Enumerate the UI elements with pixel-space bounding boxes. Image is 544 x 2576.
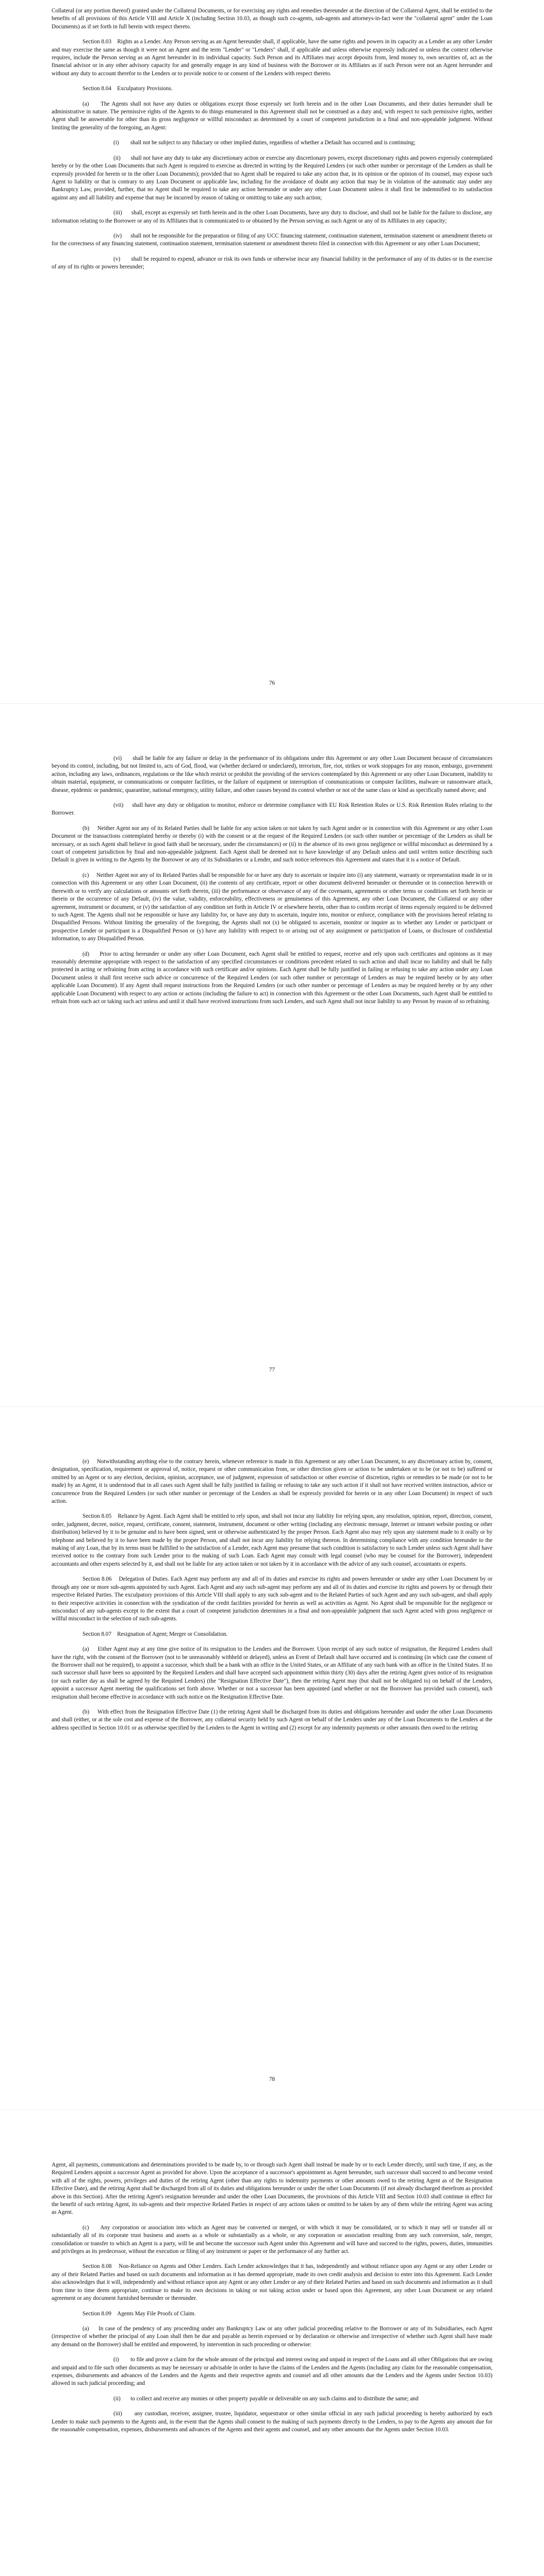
page-number: 77	[269, 1367, 275, 1373]
clause: (v) shall be required to expend, advance or risk its own funds or otherwise incur any financial liability in the performance of any of its duties or in the exercise of any of its rights or powers hereunder;	[52, 256, 492, 270]
clause: (iv) shall not be responsible for the preparation or filing of any UCC financing statement, continuation statement, termination statement or amendment thereto or for the correctness of any financing statement, continuation statement, termination statement or amendment thereto filed in connection with this Agreement or any other Loan Document;	[52, 232, 492, 247]
page-number: 78	[269, 2076, 275, 2082]
clause: (ii) to collect and receive any monies or other property payable or deliverable on any such claims and to distribute the same; and	[113, 2395, 419, 2402]
paragraph: (c) Any corporation or association into which an Agent may be converted or merged, or with which it may be consolidated, or to which it may sell or transfer all or substantially all of its corporate trust business and assets as a whole or substantially as a whole, or any corporation or association resulting from any such conversion, sale, merger, consolidation or transfer to which an Agent is a party, will be and become the successor such Agent under this Agreement and will have and succeed to the rights, powers, duties, immunities and privileges as its predecessor, without the execution or filing of any instrument or paper or the performance of any further act.	[52, 2224, 492, 2255]
section-heading: Section 8.07 Resignation of Agent; Merger or Consolidation.	[83, 1631, 228, 1637]
page-number: 76	[269, 680, 275, 686]
clause: (vi) shall be liable for any failure or delay in the performance of its obligations under this Agreement or any other Loan Document because of circumstances beyond its control, including, but not limited to, acts of God, flood, war (whether declared or undeclared), terrorism, fire, riot, strikes or work stoppages for any reason, embargo, government action, including any laws, ordinances, regulations or the like which restrict or prohibit the providing of the services contemplated by this Agreement or any other Loan Document, inability to obtain material, equipment, or communications or computer facilities, or the failure of equipment or interruption of communications or computer facilities, malware or ransomware attack, disease, epidemic or pandemic, quarantine, national emergency, utility failure, and other causes beyond its control whether or not of the same class or kind as specifically named above; and	[52, 755, 492, 793]
clause: (iii) shall, except as expressly set forth herein and in the other Loan Documents, have any duty to disclose, and shall not be liable for the failure to disclose, any information relating to the Borrower or any of its Affiliates that is communicated to or obtained by the Person serving as such Agent or any of its Affiliates in any capacity;	[52, 210, 492, 224]
clause: (i) to file and prove a claim for the whole amount of the principal and interest owing and unpaid in respect of the Loans and all other Obligations that are owing and unpaid and to file such other documents as may be necessary or advisable in order to have the claims of the Lenders and the Agents (including any claim for the reasonable compensation, expenses, disbursements and advances of the Lenders and the Agents and their respective agents and counsel and all other amounts due the Lenders and the Agents under Section 10.03) allowed in such judicial proceeding; and	[52, 2357, 492, 2387]
clause: (iii) any custodian, receiver, assignee, trustee, liquidator, sequestrator or other similar official in any such judicial proceeding is hereby authorized by each Lender to make such payments to the Agents and, in the event that the Agents shall consent to the making of such payments directly to the Lenders, to pay to the Agents any amount due for the reasonable compensation, expenses, disbursements and advances of the Agents and their agents and counsel, and any other amounts due the Agents under Section 10.03.	[52, 2411, 492, 2433]
clause: (i) shall not be subject to any fiduciary or other implied duties, regardless of whether a Default has occurred and is continuing;	[113, 140, 416, 146]
paragraph: Agent, all payments, communications and determinations provided to be made by, to or through such Agent shall instead be made by or to each Lender directly, until such time, if any, as the Required Lenders appoint a successor Agent as provided for above. Upon the acceptance of a successor's appointment as Agent hereunder, such successor shall succeed to and become vested with all of the rights, powers, privileges and duties of the retiring Agent (other than any rights to indemnity payments or other amounts owed to the retiring Agent as of the Resignation Effective Date), and the retiring Agent shall be discharged from all of its duties and obligations hereunder or under the other Loan Documents (if not already discharged therefrom as provided above in this Section). After the retiring Agent's resignation hereunder and under the other Loan Documents, the provisions of this Article VIII and Section 10.03 shall continue in effect for the benefit of such retiring Agent, its sub-agents and their respective Related Parties in respect of any actions taken or omitted to be taken by any of them while the retiring Agent was acting as Agent.	[52, 2162, 492, 2216]
paragraph: Section 8.06 Delegation of Duties. Each Agent may perform any and all of its duties and exercise its rights and powers hereunder or under any other Loan Document by or through any one or more sub-agents appointed by such Agent. Each Agent and any such sub-agent may perform any and all of its duties and exercise its rights and powers by or through their respective Related Parties. The exculpatory provisions of this Article VIII shall apply to any such sub-agent and to the Related Parties of such Agent and any such sub-agent, and shall apply to their respective activities in connection with the syndication of the credit facilities provided for herein as well as activities as Agent. No Agent shall be responsible for the negligence or misconduct of any sub-agents except to the extent that a court of competent jurisdiction determines in a final and non-appealable judgment that such Agent acted with gross negligence or willful misconduct in the selection of such sub-agents.	[52, 1576, 492, 1622]
page-76-content	[52, 7, 492, 279]
paragraph: Section 8.05 Reliance by Agent. Each Agent shall be entitled to rely upon, and shall not incur any liability for relying upon, any resolution, opinion, report, direction, consent, order, judgment, decree, notice, request, certificate, consent, statement, instrument, document or other writing (including any electronic message, Internet or intranet website posting or other distribution) believed by it to be genuine and to have been signed, sent or otherwise authenticated by the proper Person. Each Agent also may rely upon any statement made to it orally or by telephone and believed by it to have been made by the proper Person, and shall not incur any liability for relying thereon. In determining compliance with any condition hereunder to the making of any Loan, that by its terms must be fulfilled to the satisfaction of a Lender, each Agent may presume that such condition is satisfactory to such Lender unless such Agent shall have received notice to the contrary from such Lender prior to the making of such Loan. Each Agent may consult with legal counsel (who may be counsel for the Borrower), independent accountants and other experts selected by it, and shall not be liable for any action taken or not taken by it in accordance with the advice of any such counsel, accountants or experts.	[52, 1513, 492, 1567]
page-77-content	[52, 755, 492, 1013]
paragraph: (a) The Agents shall not have any duties or obligations except those expressly set forth herein and in the other Loan Documents, and their duties hereunder shall be administrative in nature. The permissive rights of the Agents to do things enumerated in this Agreement shall not be construed as a duty and, with respect to such permissive rights, neither Agent shall be answerable for other than its gross negligence or willful misconduct as determined by a court of competent jurisdiction in a final and non-appealable judgment. Without limiting the generality of the foregoing, an Agent:	[52, 100, 492, 131]
clause: (vii) shall have any duty or obligation to monitor, enforce or determine compliance with EU Risk Retention Rules or U.S. Risk Retention Rules relating to the Borrower.	[52, 802, 492, 817]
paragraph: (a) Either Agent may at any time give notice of its resignation to the Lenders and the Borrower. Upon receipt of any such notice of resignation, the Required Lenders shall have the right, with the consent of the Borrower (not to be unreasonably withheld or delayed), unless an Event of Default shall have occurred and is continuing (in which case the consent of the Borrower shall not be required), to appoint a successor, which shall be a bank with an office in the United States, or an Affiliate of any such bank with an office in the United States. If no such successor shall have been so appointed by the Required Lenders and shall have accepted such appointment within thirty (30) days after the retiring Agent gives notice of its resignation (or such earlier day as shall be agreed by the Required Lenders) (the "Resignation Effective Date"), then the retiring Agent may (but shall not be obligated to) on behalf of the Lenders, appoint a successor Agent meeting the qualifications set forth above. Whether or not a successor has been appointed (and whether or not the Borrower has provided such consent), such resignation shall become effective in accordance with such notice on the Resignation Effective Date.	[52, 1646, 492, 1700]
page-78-content	[52, 1458, 492, 1739]
paragraph: Collateral (or any portion thereof) granted under the Collateral Documents, or for exercising any rights and remedies thereunder at the direction of the Collateral Agent, shall be entitled to the benefits of all provisions of this Article VIII and Article X (including Section 10.03, as though such co-agents, sub-agents and attorneys-in-fact were the "collateral agent" under the Loan Documents) as if set forth in full herein with respect thereto.	[52, 8, 492, 30]
paragraph: (a) In case of the pendency of any proceeding under any Bankruptcy Law or any other judicial proceeding relative to the Borrower or any of its Subsidiaries, each Agent (irrespective of whether the principal of any Loan shall then be due and payable as herein expressed or by declaration or otherwise and irrespective of whether such Agent shall have made any demand on the Borrower) shall be entitled and empowered, by intervention in such proceeding or otherwise:	[52, 2325, 492, 2348]
paragraph: (b) With effect from the Resignation Effective Date (1) the retiring Agent shall be discharged from its duties and obligations hereunder and under the other Loan Documents and shall (either, or at the sole cost and expense of the Borrower, any collateral security held by such Agent on behalf of the Lenders under any of the Loan Documents to the Lenders at the address specified in Section 10.01 or as otherwise specified by the Lenders to the Agent in writing and (2) except for any indemnity payments or other amounts then owed to the retiring	[52, 1708, 492, 1731]
page-79	[0, 2110, 544, 2576]
section-heading: Section 8.04 Exculpatory Provisions.	[83, 86, 173, 92]
page-79-content	[52, 2161, 492, 2441]
clause: (ii) shall not have any duty to take any discretionary action or exercise any discretionary powers, except discretionary rights and powers expressly contemplated hereby or by the other Loan Documents that such Agent is required to exercise as directed in writing by the Required Lenders (or such other number or percentage of the Lenders as shall be expressly provided for herein or in the other Loan Documents); provided that no Agent shall be required to take any action that, in its opinion or the opinion of its counsel, may expose such Agent to liability or that is contrary to any Loan Document or applicable law, including for the avoidance of doubt any action that may be in violation of the automatic stay under any Bankruptcy Law, provided, further, that no Agent shall be required to take any action hereunder or under any other Loan Document unless it shall first be indemnified to its satisfaction against any and all liability and expense that may be incurred by reason of taking or omitting to take any such action;	[52, 155, 492, 201]
paragraph: Section 8.08 Non-Reliance on Agents and Other Lenders. Each Lender acknowledges that it has, independently and without reliance upon any Agent or any other Lender or any of their Related Parties and based on such documents and information as it has deemed appropriate, made its own credit analysis and decision to enter into this Agreement. Each Lender also acknowledges that it will, independently and without reliance upon any Agent or any other Lender or any of their Related Parties and based on such documents and information as it shall from time to time deem appropriate, continue to make its own decisions in taking or not taking action under or based upon this Agreement, any other Loan Document or any related agreement or any document furnished hereunder or thereunder.	[52, 2263, 492, 2302]
page-76	[0, 0, 544, 703]
paragraph: (e) Notwithstanding anything else to the contrary herein, whenever reference is made in this Agreement or any other Loan Document, to any discretionary action by, consent, designation, specification, requirement or approval of, notice, request or other communication from, or other direction given or action to be undertaken or to be (or not to be) suffered or omitted by an Agent or to any election, decision, opinion, acceptance, use of judgment, expression of satisfaction or other exercise of discretion, rights or remedies to be made (or not to be made) by an Agent, it is understood that in all cases such Agent shall be fully justified in failing or refusing to take any such action if it shall not have received written instruction, advice or concurrence from the Required Lenders (or such other number or percentage of the Lenders as shall be expressly provided for herein or in any other Loan Document) in respect of such action.	[52, 1459, 492, 1505]
paragraph: (d) Prior to acting hereunder or under any other Loan Document, each Agent shall be entitled to request, receive and rely upon such certificates and opinions as it may reasonably determine appropriate with respect to the satisfaction of any specified circumstances or conditions precedent related to such action and shall incur no liability and shall be fully protected in acting or refraining from acting in accordance with such certificate and/or opinions. Each Agent shall be fully justified in failing or refusing to take any action under any Loan Document unless it shall first receive such advice or concurrence of the Required Lenders (or such other number or percentage of Lenders as may be required hereby or by any other applicable Loan Document). If any Agent shall request instructions from the Required Lenders (or such other number or percentage of Lenders as may be required hereby or by any other applicable Loan Document) with respect to any action or actions (including the failure to act) in connection with this Agreement or the other Loan Documents, such Agent shall be entitled to refrain from such act or taking such act unless and until it shall have received instructions from such Lenders, and such Agent shall not incur liability to any Person by reason of so refraining.	[52, 951, 492, 1005]
paragraph: (b) Neither Agent nor any of its Related Parties shall be liable for any action taken or not taken by such Agent under or in connection with this Agreement or any other Loan Document or the transactions contemplated hereby or thereby (i) with the consent or at the request of the Required Lenders (or such other number or percentage of the Lenders as shall be necessary, or as such Agent shall believe in good faith shall be necessary, under the circumstances) or (ii) in the absence of its own gross negligence or willful misconduct as determined by a court of competent jurisdiction by final and non-appealable judgment. Each Agent shall be deemed not to have knowledge of any Default unless and until written notice describing such Default is given in writing to the Agents by the Borrower or any of its Subsidiaries or a Lender, and such notice references this Agreement and states that it is a notice of Default.	[52, 825, 492, 863]
page-77	[0, 703, 544, 1406]
section-heading: Section 8.09 Agents May File Proofs of Claim.	[83, 2310, 196, 2317]
page-78	[0, 1406, 544, 2110]
paragraph: Section 8.03 Rights as a Lender. Any Person serving as an Agent hereunder shall, if applicable, have the same rights and powers in its capacity as a Lender as any other Lender and may exercise the same as though it were not an Agent and the term "Lender" or "Lenders" shall, if applicable and unless otherwise expressly indicated or unless the context otherwise requires, include the Person serving as an Agent hereunder in its individual capacity. Such Person and its Affiliates may accept deposits from, lend money to, own securities of, act as the financial advisor or in any other advisory capacity for and generally engage in any kind of business with the Borrower or its Affiliates as if such Person were not an Agent hereunder and without any duty to account therefor to the Lenders or to provide notice to or consent of the Lenders with respect thereto.	[52, 39, 492, 77]
paragraph: (c) Neither Agent nor any of its Related Parties shall be responsible for or have any duty to ascertain or inquire into (i) any statement, warranty or representation made in or in connection with this Agreement or any other Loan Document, (ii) the contents of any certificate, report or other document delivered hereunder or thereunder or in connection herewith or therewith or to verify any calculations or amounts set forth therein, (iii) the performance or observance of any of the covenants, agreements or other terms or conditions set forth herein or therein or the occurrence of any Default, (iv) the value, validity, enforceability, effectiveness or genuineness of this Agreement, any other Loan Document, the Collateral or any other agreement, instrument or document, or (v) the satisfaction of any condition set forth in Article IV or elsewhere herein, other than to confirm receipt of items expressly required to be delivered to such Agent. The Agents shall not be responsible or have any liability for, or have any duty to ascertain, inquire into, monitor or enforce, compliance with the provisions hereof relating to Disqualified Persons. Without limiting the generality of the foregoing, the Agents shall not (x) be obligated to ascertain, monitor or inquire as to whether any Lender or participant or prospective Lender or participant is a Disqualified Person or (y) have any liability with respect to or arising out of any assignment or participation of Loans, or disclosure of confidential information, to any Disqualified Person.	[52, 872, 492, 942]
